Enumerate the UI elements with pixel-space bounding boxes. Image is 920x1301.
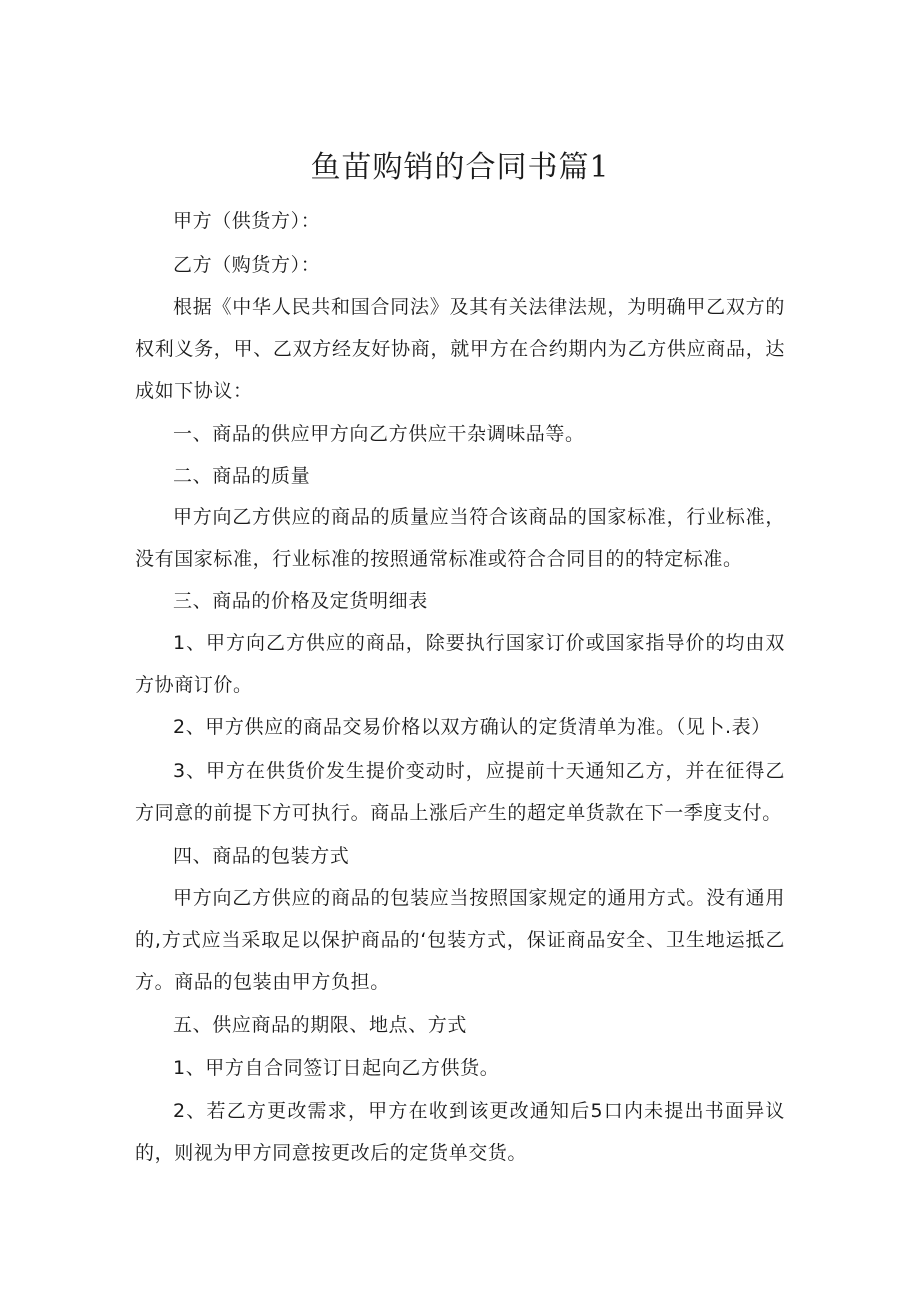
section-2-body: 甲方向乙方供应的商品的质量应当符合该商品的国家标准，行业标准，没有国家标准，行业标准的按照通常标准或符合合同目的的特定标准。	[135, 506, 785, 570]
section-4-body: 甲方向乙方供应的商品的包装应当按照国家规定的通用方式。没有通用的,方式应当采取足以保护商品的‘包装方式，保证商品安全、卫生地运抵乙方。商品的包装由甲方负担。	[135, 887, 785, 993]
section-2-heading: 二、商品的质量	[173, 465, 311, 487]
preamble-paragraph: 根据《中华人民共和国合同法》及其有关法律法规，为明确甲乙双方的权利义务，甲、乙双方经友好协商，就甲方在合约期内为乙方供应商品，达成如下协议：	[135, 296, 785, 402]
document-title: 鱼苗购销的合同书篇1	[310, 150, 610, 185]
section-3-item-3: 3、甲方在供货价发生提价变动时，应提前十天通知乙方，并在征得乙方同意的前提下方可执行。商品上涨后产生的超定单货款在下一季度支付。	[135, 760, 785, 824]
section-1-heading: 一、商品的供应甲方向乙方供应干杂调味品等。	[173, 423, 585, 445]
section-5-item-1: 1、甲方自合同签订日起向乙方供货。	[173, 1057, 500, 1079]
section-3-item-1: 1、甲方向乙方供应的商品，除要执行国家订价或国家指导价的均由双方协商订价。	[135, 632, 785, 696]
section-5-heading: 五、供应商品的期限、地点、方式	[173, 1014, 468, 1036]
party-b-line: 乙方（购货方）：	[173, 254, 321, 276]
section-3-heading: 三、商品的价格及定货明细表	[173, 590, 428, 612]
section-3-item-2: 2、甲方供应的商品交易价格以双方确认的定货清单为准。（见卜.表）	[173, 716, 771, 738]
section-5-item-2: 2、若乙方更改需求，甲方在收到该更改通知后5口内未提出书面异议的，则视为甲方同意按更改后的定货单交货。	[135, 1100, 785, 1164]
party-a-line: 甲方（供货方）：	[173, 210, 321, 232]
section-4-heading: 四、商品的包装方式	[173, 845, 350, 867]
